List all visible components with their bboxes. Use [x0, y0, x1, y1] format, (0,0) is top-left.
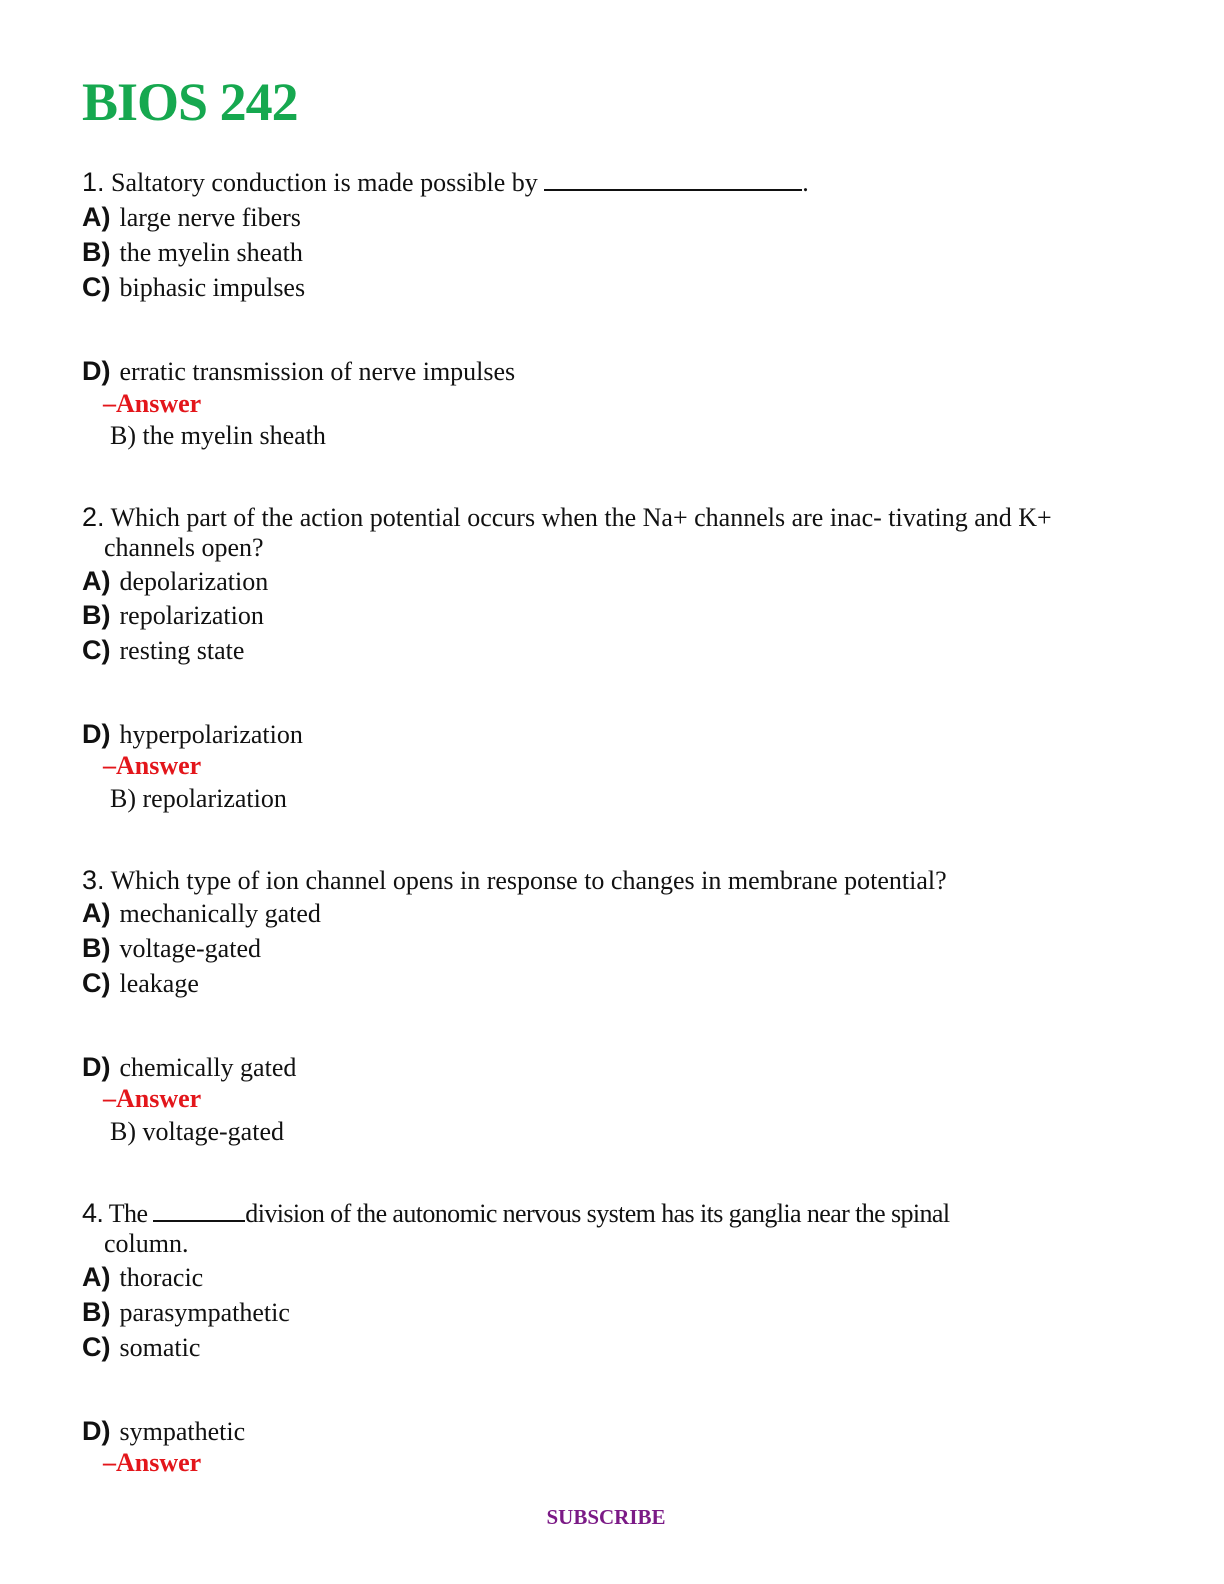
question-number: 3. [82, 865, 105, 895]
question-text: Saltatory conduction is made possible by [111, 168, 538, 197]
question-text-continued: column. [104, 1229, 189, 1258]
option-letter: C) [82, 1332, 111, 1362]
question-text: Which part of the action potential occurs when the Na+ channels are inac- tivating and K+ [110, 503, 1052, 532]
answer-value: B) the myelin sheath [110, 421, 326, 450]
option-d [82, 355, 515, 388]
question-stem [82, 1197, 949, 1230]
question-punctuation: . [802, 168, 809, 197]
question-stem [82, 501, 1052, 534]
option-letter: B) [82, 237, 111, 267]
answer-label: –Answer [103, 1084, 202, 1113]
option-b [82, 599, 264, 632]
question-text: division of the autonomic nervous system has its ganglia near the spinal [245, 1199, 950, 1228]
question-text-continued: channels open? [104, 533, 264, 562]
option-letter: D) [82, 719, 111, 749]
option-text: large nerve fibers [119, 203, 301, 232]
option-c [82, 271, 305, 304]
option-text: parasympathetic [119, 1298, 290, 1327]
option-b [82, 1296, 290, 1329]
option-text: somatic [119, 1333, 201, 1362]
option-text: the myelin sheath [119, 238, 303, 267]
option-letter: A) [82, 898, 111, 928]
option-a [82, 1261, 203, 1294]
question-number: 4. [82, 1198, 104, 1228]
question-number: 1. [82, 167, 105, 197]
option-d [82, 1415, 245, 1448]
option-text: resting state [119, 636, 245, 665]
option-c [82, 634, 244, 667]
document-title: BIOS 242 [82, 72, 298, 132]
option-letter: D) [82, 356, 111, 386]
option-text: erratic transmission of nerve impulses [119, 357, 516, 386]
option-c [82, 1331, 200, 1364]
option-b [82, 236, 303, 269]
option-text: repolarization [119, 601, 264, 630]
option-letter: A) [82, 202, 111, 232]
answer-value: B) voltage-gated [110, 1117, 284, 1146]
option-letter: A) [82, 566, 111, 596]
option-text: depolarization [119, 567, 269, 596]
option-text: hyperpolarization [119, 720, 303, 749]
option-d [82, 718, 303, 751]
option-letter: D) [82, 1416, 111, 1446]
answer-label: –Answer [103, 751, 202, 780]
option-text: leakage [119, 969, 199, 998]
answer-label: –Answer [103, 1448, 202, 1477]
answer-value: B) repolarization [110, 784, 287, 813]
answer-blank [544, 167, 802, 191]
question-text-before-blank: The [108, 1199, 148, 1228]
option-d [82, 1051, 296, 1084]
option-b [82, 932, 261, 965]
option-a [82, 897, 321, 930]
question-stem [82, 166, 809, 199]
option-letter: C) [82, 968, 111, 998]
option-letter: B) [82, 600, 111, 630]
option-text: biphasic impulses [119, 273, 306, 302]
option-text: sympathetic [119, 1417, 246, 1446]
option-a [82, 565, 268, 598]
question-number: 2. [82, 502, 105, 532]
option-letter: B) [82, 1297, 111, 1327]
option-letter: A) [82, 1262, 111, 1292]
option-text: thoracic [119, 1263, 204, 1292]
option-c [82, 967, 199, 1000]
option-a [82, 201, 301, 234]
option-letter: C) [82, 272, 111, 302]
option-text: voltage-gated [119, 934, 261, 963]
option-letter: C) [82, 635, 111, 665]
answer-label: –Answer [103, 389, 202, 418]
option-text: mechanically gated [119, 899, 321, 928]
option-text: chemically gated [119, 1053, 297, 1082]
question-stem [82, 864, 947, 897]
answer-blank [153, 1198, 245, 1222]
option-letter: D) [82, 1052, 111, 1082]
question-text: Which type of ion channel opens in response to changes in membrane potential? [110, 866, 947, 895]
subscribe-link[interactable]: SUBSCRIBE [546, 1505, 666, 1529]
option-letter: B) [82, 933, 111, 963]
